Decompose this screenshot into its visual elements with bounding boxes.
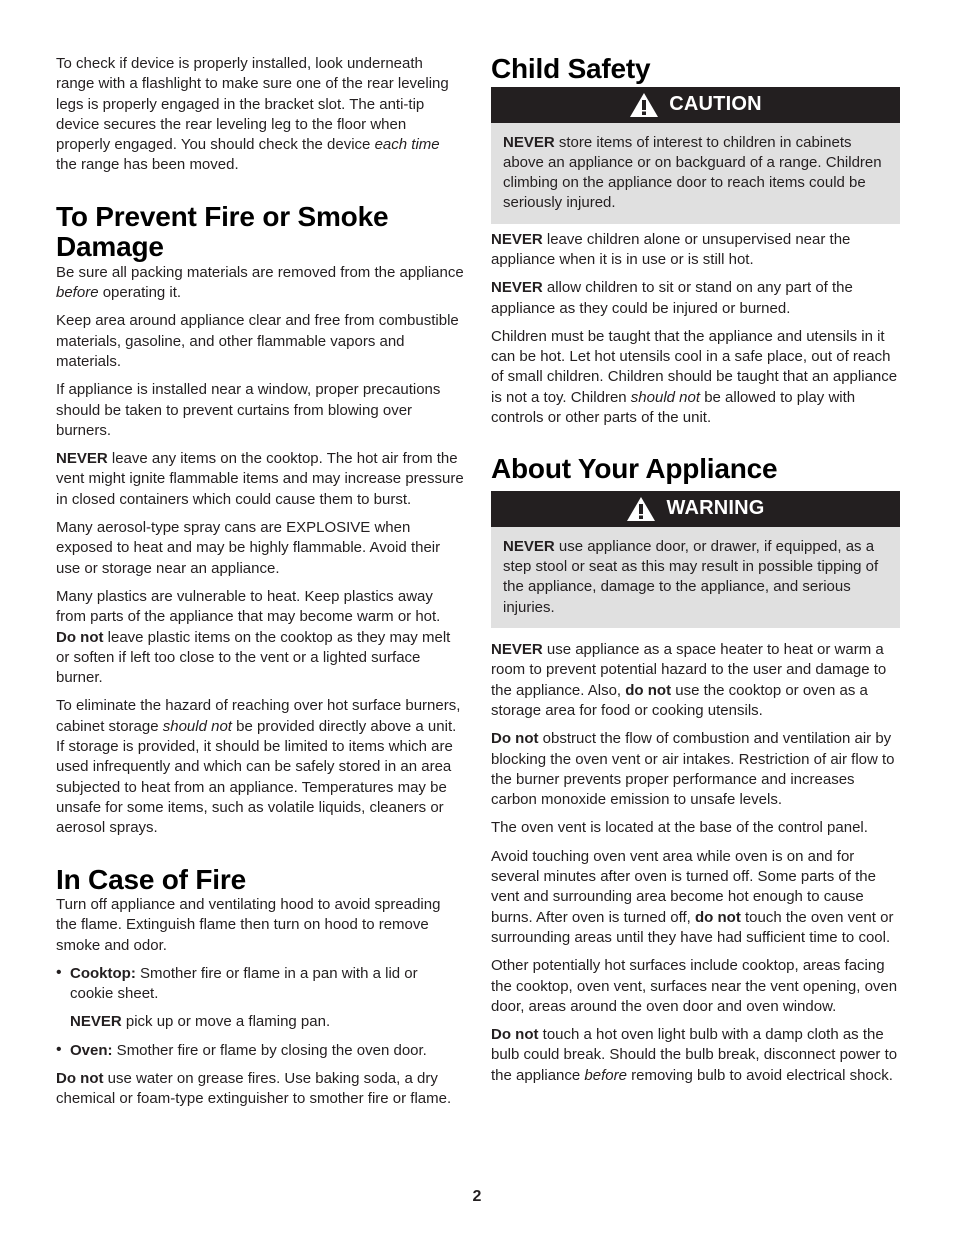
caution-body: NEVER store items of interest to children in cabinets above an appliance or on backguard of a range. Children climbing on the appliance door to reach items could be seriously injured. <box>491 123 900 224</box>
fire-smoke-p5: Many aerosol-type spray cans are EXPLOSIVE when exposed to heat and may be highly flammable. Avoid their use or storage near an appliance. <box>56 519 441 577</box>
about-appliance-heading: About Your Appliance <box>491 453 778 485</box>
left-column <box>56 54 464 1118</box>
case-of-fire-heading: In Case of Fire <box>56 863 246 895</box>
fire-smoke-p3: If appliance is installed near a window, proper precautions should be taken to prevent curtains from blowing over burners. <box>56 381 441 439</box>
bullet-cooktop: • Cooktop: Smother fire or flame in a pan with a lid or cookie sheet. <box>56 963 418 1003</box>
fire-smoke-p1: Be sure all packing materials are removed from the appliance before operating it. <box>56 263 464 302</box>
bullet-oven: • Oven: Smother fire or flame by closing the oven door. <box>56 1040 427 1059</box>
case-of-fire-p1: Turn off appliance and ventilating hood to avoid spreading the flame. Extinguish flame then turn on hood to remove smoke and odor. <box>56 896 441 954</box>
right-column <box>491 54 900 1094</box>
never-pick-up-pan: NEVER pick up or move a flaming pan. <box>70 1013 331 1031</box>
about-p5: Other potentially hot surfaces include cooktop, areas facing the cooktop, oven vent, surfaces near the vent opening, oven door, areas around the oven door and oven window. <box>491 957 898 1015</box>
fire-smoke-p7: To eliminate the hazard of reaching over hot surface burners, cabinet storage should not be provided directly above a unit. If storage is provided, it should be limited to items which are used infrequently and which can be safely stored in an area subjected to heat from an appliance. Temperatures may be unsafe for some items, such as volatile liquids, cleaners or aerosol sprays. <box>56 697 461 837</box>
about-p2: Do not obstruct the flow of combustion and ventilation air by blocking the oven vent or air intakes. Restriction of air flow to the burner prevents proper performance and increases carbon monoxide emission to unsafe levels. <box>491 730 895 809</box>
page-number: 2 <box>472 1188 482 1205</box>
fire-smoke-p6: Many plastics are vulnerable to heat. Keep plastics away from parts of the appliance that may become warm or hot. Do not leave plastic items on the cooktop as they may melt or soften if left too close to the vent or a lighted surface burner. <box>56 587 451 687</box>
caution-box <box>491 87 900 224</box>
warning-triangle-icon <box>629 92 659 118</box>
grease-fire-paragraph: Do not use water on grease fires. Use baking soda, a dry chemical or foam-type extinguisher to smother fire or flame. <box>56 1070 452 1108</box>
fire-smoke-p4: NEVER leave any items on the cooktop. The hot air from the vent might ignite flammable items and may increase pressure in closed containers which could cause them to burst. <box>56 450 464 508</box>
about-p1: NEVER use appliance as a space heater to heat or warm a room to prevent potential hazard to the user and damage to the appliance. Also, do not use the cooktop or oven as a storage area for food or cooking utensils. <box>491 641 887 719</box>
child-p1: NEVER leave children alone or unsupervised near the appliance when it is in use or is still hot. <box>491 230 851 268</box>
caution-label: CAUTION <box>669 93 762 115</box>
child-p2: NEVER allow children to sit or stand on any part of the appliance as they could be injured or burned. <box>491 279 853 317</box>
warning-header <box>491 491 900 527</box>
fire-smoke-p2: Keep area around appliance clear and free from combustible materials, gasoline, and other flammable vapors and materials. <box>56 312 459 370</box>
child-p3: Children must be taught that the appliance and utensils in it can be hot. Let hot utensils cool in a safe place, out of reach of small children. Children should be taught that an appliance is not a toy. Children should not be allowed to play with controls or other parts of the unit. <box>491 327 898 427</box>
caution-header <box>491 87 900 123</box>
about-p4: Avoid touching oven vent area while oven is on and for several minutes after oven is turned off. Some parts of the vent and surrounding area become hot enough to cause burns. After oven is turned off, do not touch the oven vent or surrounding areas until they have had sufficient time to cool. <box>491 847 894 946</box>
warning-label: WARNING <box>666 497 765 520</box>
fire-smoke-heading: To Prevent Fire or Smoke Damage <box>56 200 389 263</box>
warning-triangle-icon <box>626 496 656 522</box>
about-p6: Do not touch a hot oven light bulb with a damp cloth as the bulb could break. Should the bulb break, disconnect power to the appliance before removing bulb to avoid electrical shock. <box>491 1026 898 1084</box>
warning-body: NEVER use appliance door, or drawer, if equipped, as a step stool or seat as this may result in possible tipping of the appliance, damage to the appliance, and serious injuries. <box>491 527 900 628</box>
child-safety-heading: Child Safety <box>491 53 651 84</box>
anti-tip-paragraph: To check if device is properly installed, look underneath range with a flashlight to make sure one of the rear leveling legs is properly engaged in the bracket slot. The anti-tip device secures the rear leveling leg to the floor when properly engaged. You should check the device each time the range has been moved. <box>56 55 449 174</box>
warning-box <box>491 491 900 628</box>
about-p3: The oven vent is located at the base of the control panel. <box>491 819 868 837</box>
